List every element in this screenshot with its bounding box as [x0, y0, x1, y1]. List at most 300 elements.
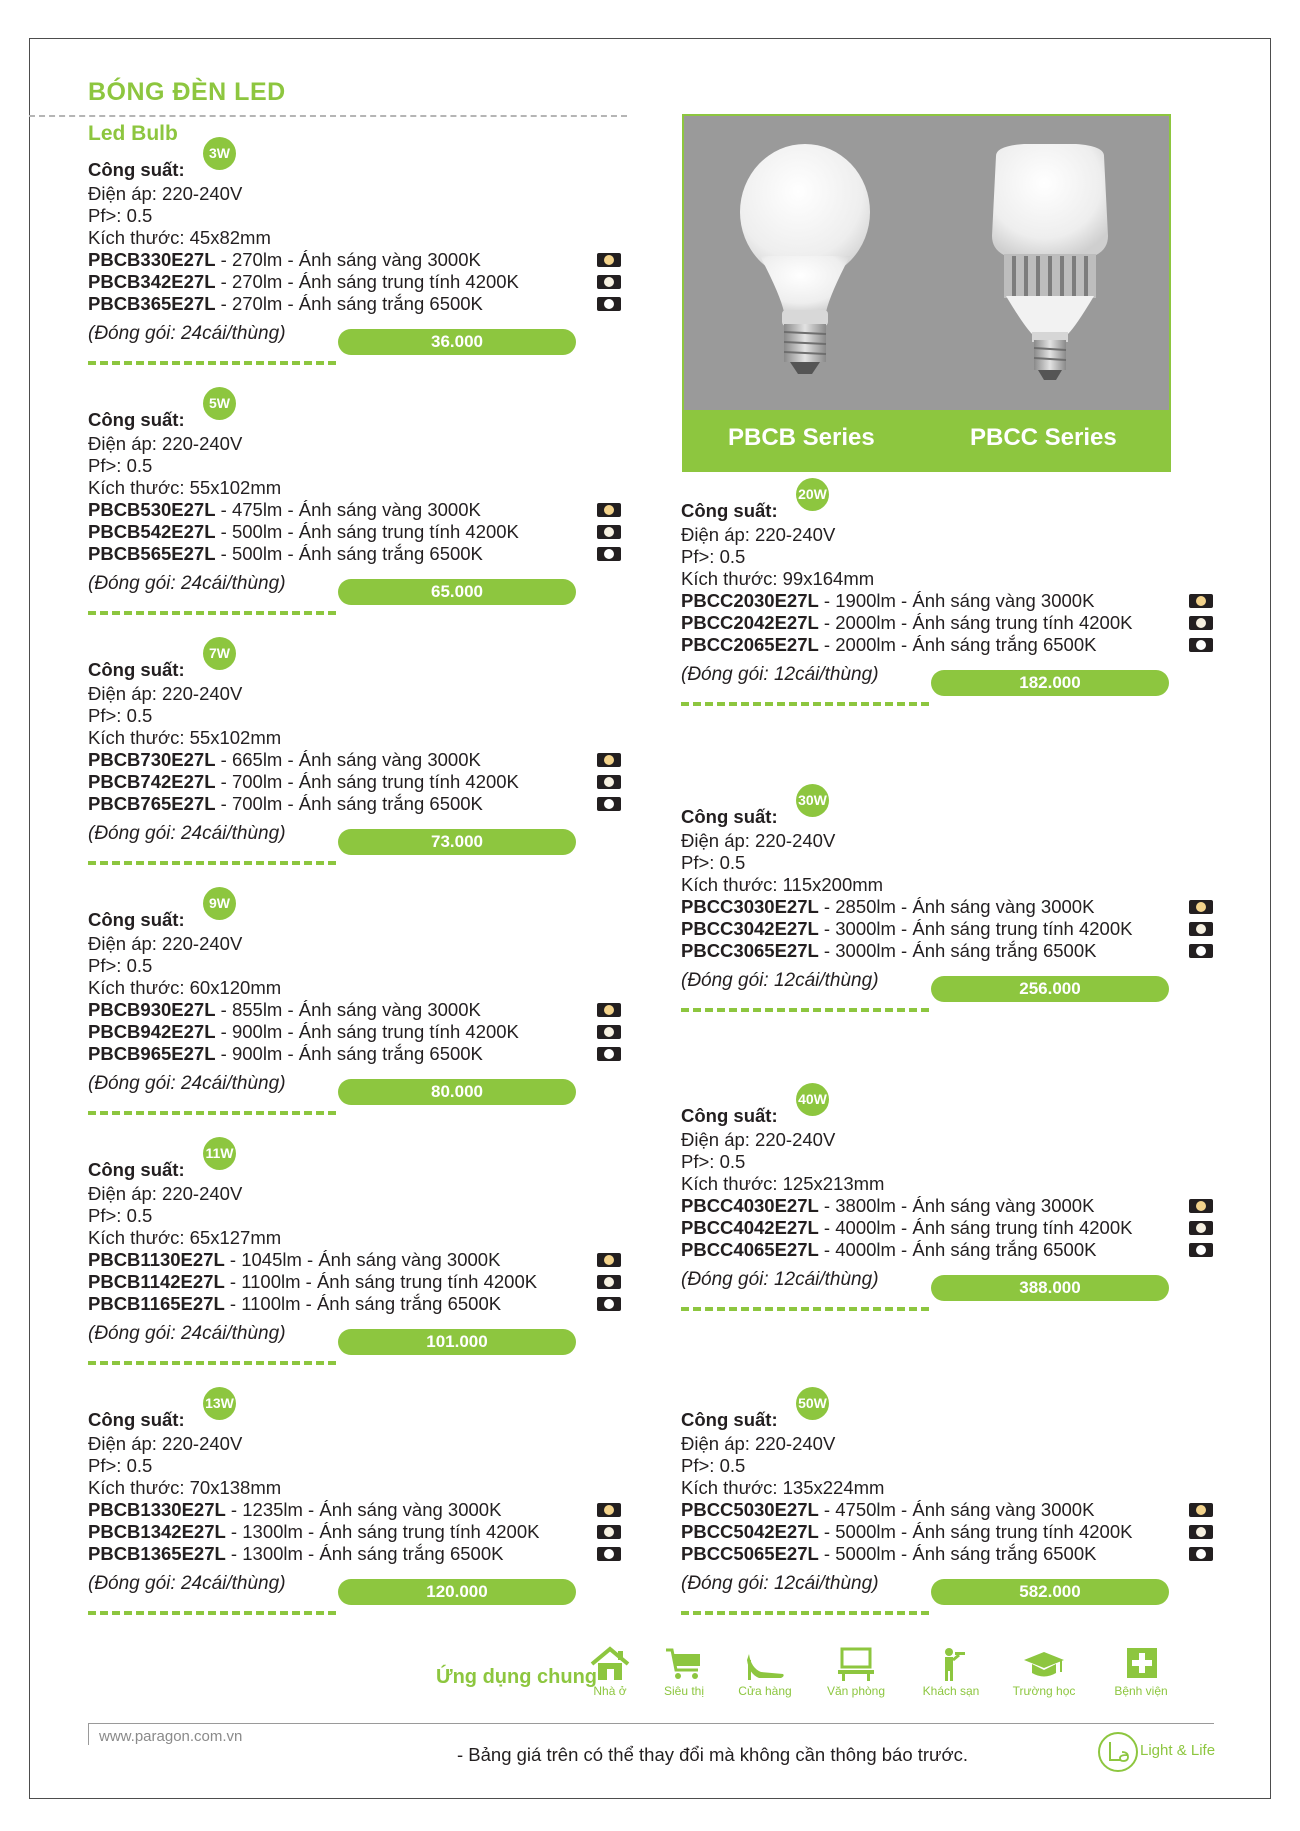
price-pill: 388.000	[931, 1275, 1169, 1301]
voltage-row	[88, 683, 668, 705]
graduation-cap-icon	[1004, 1646, 1084, 1682]
model-row	[88, 1499, 668, 1521]
model-code: PBCB565E27L	[88, 543, 216, 564]
power-badge: 7W	[203, 637, 236, 670]
pf-value: 0.5	[126, 1455, 153, 1476]
model-row	[681, 1543, 1226, 1565]
power-row	[88, 145, 668, 183]
pf-value: 0.5	[719, 1455, 746, 1476]
model-code: PBCB742E27L	[88, 771, 216, 792]
light-color-icon	[597, 1547, 621, 1561]
size-row	[88, 477, 668, 499]
light-color-icon	[597, 753, 621, 767]
light-color-icon	[597, 275, 621, 289]
model-desc: - 900lm - Ánh sáng trắng 6500K	[215, 1043, 483, 1064]
power-badge: 50W	[796, 1387, 829, 1420]
model-desc: - 500lm - Ánh sáng trung tính 4200K	[215, 521, 519, 542]
applications-label: Ứng dụng chung	[436, 1666, 597, 1688]
model-row	[88, 499, 668, 521]
size-row	[88, 227, 668, 249]
voltage-value: 220-240V	[755, 830, 836, 851]
pf-row	[88, 205, 668, 227]
packing-dashed-line	[681, 1611, 929, 1615]
model-desc: - 1300lm - Ánh sáng trung tính 4200K	[225, 1521, 540, 1542]
product-block	[88, 145, 668, 353]
price-pill: 582.000	[931, 1579, 1169, 1605]
pf-value: 0.5	[126, 955, 153, 976]
light-color-icon	[597, 253, 621, 267]
voltage-row	[88, 433, 668, 455]
model-desc: - 500lm - Ánh sáng trắng 6500K	[215, 543, 483, 564]
application-item	[911, 1646, 991, 1698]
light-color-icon	[597, 1503, 621, 1517]
model-desc: - 2000lm - Ánh sáng trắng 6500K	[818, 634, 1097, 655]
model-row	[88, 293, 668, 315]
voltage-label: Điện áp:	[88, 1183, 163, 1204]
packing-row	[681, 660, 1226, 694]
product-block	[681, 1395, 1226, 1603]
model-row	[88, 793, 668, 815]
light-color-icon	[597, 1297, 621, 1311]
voltage-row	[681, 524, 1226, 546]
pf-row	[681, 1455, 1226, 1477]
size-row	[88, 977, 668, 999]
power-label: Công suất:	[88, 1159, 185, 1180]
power-label: Công suất:	[681, 1409, 778, 1430]
size-value: 70x138mm	[189, 1477, 282, 1498]
bellboy-icon	[911, 1646, 991, 1682]
model-row	[88, 1521, 668, 1543]
model-code: PBCC4042E27L	[681, 1217, 819, 1238]
product-block	[681, 1091, 1226, 1299]
pf-value: 0.5	[126, 1205, 153, 1226]
model-row	[88, 1543, 668, 1565]
model-row	[88, 521, 668, 543]
application-label: Bệnh viện	[1114, 1684, 1168, 1698]
power-label: Công suất:	[88, 159, 185, 180]
power-row	[681, 486, 1226, 524]
model-code: PBCB942E27L	[88, 1021, 216, 1042]
packing-text: (Đóng gói: 24cái/thùng)	[88, 573, 286, 594]
light-color-icon	[1189, 922, 1213, 936]
model-desc: - 855lm - Ánh sáng vàng 3000K	[215, 999, 481, 1020]
product-block	[681, 792, 1226, 1000]
price-pill: 80.000	[338, 1079, 576, 1105]
pf-label: Pf>:	[88, 705, 127, 726]
model-code: PBCB1330E27L	[88, 1499, 226, 1520]
size-row	[88, 727, 668, 749]
light-color-icon	[1189, 1199, 1213, 1213]
model-desc: - 4000lm - Ánh sáng trung tính 4200K	[818, 1217, 1133, 1238]
model-desc: - 2850lm - Ánh sáng vàng 3000K	[818, 896, 1095, 917]
voltage-row	[88, 1433, 668, 1455]
model-row	[88, 1021, 668, 1043]
size-value: 60x120mm	[189, 977, 282, 998]
voltage-value: 220-240V	[755, 1433, 836, 1454]
pf-value: 0.5	[719, 546, 746, 567]
size-value: 115x200mm	[782, 874, 884, 895]
pf-row	[88, 705, 668, 727]
size-label: Kích thước:	[88, 1227, 190, 1248]
pf-label: Pf>:	[88, 205, 127, 226]
packing-row	[88, 1069, 668, 1103]
pf-value: 0.5	[126, 455, 153, 476]
product-block	[88, 395, 668, 603]
packing-row	[88, 819, 668, 853]
light-color-icon	[597, 1525, 621, 1539]
model-desc: - 475lm - Ánh sáng vàng 3000K	[215, 499, 481, 520]
pf-row	[88, 1205, 668, 1227]
model-desc: - 1300lm - Ánh sáng trắng 6500K	[225, 1543, 504, 1564]
voltage-row	[681, 1433, 1226, 1455]
model-code: PBCB1365E27L	[88, 1543, 226, 1564]
model-code: PBCB330E27L	[88, 249, 216, 270]
price-pill: 65.000	[338, 579, 576, 605]
light-color-icon	[1189, 1503, 1213, 1517]
power-row	[681, 792, 1226, 830]
power-row	[681, 1395, 1226, 1433]
price-pill: 36.000	[338, 329, 576, 355]
voltage-label: Điện áp:	[681, 830, 756, 851]
model-row	[88, 1043, 668, 1065]
size-row	[681, 1173, 1226, 1195]
model-code: PBCC5065E27L	[681, 1543, 819, 1564]
price-pill: 256.000	[931, 976, 1169, 1002]
application-label: Nhà ở	[593, 1684, 627, 1698]
packing-text: (Đóng gói: 24cái/thùng)	[88, 1323, 286, 1344]
power-row	[88, 1395, 668, 1433]
pf-label: Pf>:	[88, 1455, 127, 1476]
application-label: Cửa hàng	[738, 1684, 792, 1698]
power-row	[88, 1145, 668, 1183]
size-label: Kích thước:	[681, 568, 783, 589]
power-label: Công suất:	[681, 806, 778, 827]
packing-row	[681, 1265, 1226, 1299]
pf-row	[681, 852, 1226, 874]
pf-label: Pf>:	[88, 1205, 127, 1226]
light-color-icon	[1189, 1525, 1213, 1539]
light-color-icon	[1189, 1243, 1213, 1257]
power-badge: 11W	[203, 1137, 236, 1170]
packing-row	[681, 966, 1226, 1000]
pf-label: Pf>:	[681, 1455, 720, 1476]
light-color-icon	[597, 1003, 621, 1017]
light-color-icon	[1189, 900, 1213, 914]
model-desc: - 700lm - Ánh sáng trắng 6500K	[215, 793, 483, 814]
light-color-icon	[1189, 616, 1213, 630]
product-block	[681, 486, 1226, 694]
size-value: 65x127mm	[189, 1227, 282, 1248]
series-left-label: PBCB Series	[728, 424, 875, 451]
voltage-value: 220-240V	[162, 1183, 243, 1204]
packing-dashed-line	[681, 1307, 929, 1311]
product-block	[88, 1145, 668, 1353]
application-item	[1004, 1646, 1084, 1698]
pf-value: 0.5	[719, 852, 746, 873]
packing-row	[88, 569, 668, 603]
voltage-label: Điện áp:	[88, 433, 163, 454]
footer-divider	[88, 1723, 1214, 1724]
model-desc: - 1235lm - Ánh sáng vàng 3000K	[225, 1499, 502, 1520]
size-value: 135x224mm	[782, 1477, 885, 1498]
house-icon	[570, 1646, 650, 1682]
light-color-icon	[597, 297, 621, 311]
light-color-icon	[1189, 1547, 1213, 1561]
bulbs-illustration	[684, 116, 1171, 414]
light-color-icon	[1189, 638, 1213, 652]
price-note: - Bảng giá trên có thể thay đổi mà không cần thông báo trước.	[457, 1744, 968, 1765]
power-badge: 30W	[796, 784, 829, 817]
voltage-label: Điện áp:	[681, 524, 756, 545]
voltage-label: Điện áp:	[681, 1433, 756, 1454]
packing-text: (Đóng gói: 24cái/thùng)	[88, 823, 286, 844]
model-row	[681, 634, 1226, 656]
power-badge: 3W	[203, 137, 236, 170]
pf-value: 0.5	[719, 1151, 746, 1172]
pf-row	[681, 546, 1226, 568]
pbcc-bulb-icon	[992, 144, 1108, 380]
light-color-icon	[1189, 1221, 1213, 1235]
application-label: Trường học	[1012, 1684, 1076, 1698]
model-row	[681, 612, 1226, 634]
light-color-icon	[597, 547, 621, 561]
application-item	[644, 1646, 724, 1698]
model-code: PBCB1142E27L	[88, 1271, 225, 1292]
light-life-logo-icon	[1096, 1730, 1140, 1774]
application-label: Siêu thị	[663, 1684, 705, 1698]
model-code: PBCB530E27L	[88, 499, 216, 520]
model-row	[88, 271, 668, 293]
model-desc: - 2000lm - Ánh sáng trung tính 4200K	[818, 612, 1133, 633]
model-code: PBCB765E27L	[88, 793, 216, 814]
light-color-icon	[597, 1047, 621, 1061]
model-row	[88, 1249, 668, 1271]
page-title: BÓNG ĐÈN LED	[88, 78, 286, 106]
size-label: Kích thước:	[88, 227, 190, 248]
size-row	[88, 1477, 668, 1499]
model-row	[88, 771, 668, 793]
logo-text: Light & Life	[1140, 1742, 1216, 1759]
voltage-value: 220-240V	[162, 933, 243, 954]
power-badge: 20W	[796, 478, 829, 511]
size-row	[681, 568, 1226, 590]
size-value: 125x213mm	[782, 1173, 885, 1194]
power-label: Công suất:	[681, 1105, 778, 1126]
application-item	[1101, 1646, 1181, 1698]
shopping-cart-icon	[644, 1646, 724, 1682]
model-code: PBCC2042E27L	[681, 612, 819, 633]
model-desc: - 4000lm - Ánh sáng trắng 6500K	[818, 1239, 1097, 1260]
voltage-value: 220-240V	[162, 433, 243, 454]
packing-text: (Đóng gói: 12cái/thùng)	[681, 970, 879, 991]
model-code: PBCC3065E27L	[681, 940, 819, 961]
light-color-icon	[1189, 944, 1213, 958]
model-row	[681, 918, 1226, 940]
size-value: 45x82mm	[189, 227, 271, 248]
size-label: Kích thước:	[88, 1477, 190, 1498]
voltage-row	[681, 830, 1226, 852]
packing-dashed-line	[88, 861, 336, 865]
voltage-row	[88, 933, 668, 955]
model-code: PBCC3042E27L	[681, 918, 819, 939]
power-badge: 40W	[796, 1083, 829, 1116]
size-label: Kích thước:	[88, 977, 190, 998]
light-color-icon	[597, 1253, 621, 1267]
packing-dashed-line	[88, 1611, 336, 1615]
product-block	[88, 895, 668, 1103]
model-desc: - 1045lm - Ánh sáng vàng 3000K	[224, 1249, 501, 1270]
model-row	[681, 940, 1226, 962]
series-band	[684, 410, 1169, 470]
pf-label: Pf>:	[681, 852, 720, 873]
packing-text: (Đóng gói: 24cái/thùng)	[88, 1573, 286, 1594]
power-badge: 13W	[203, 1387, 236, 1420]
model-row	[681, 1217, 1226, 1239]
size-row	[88, 1227, 668, 1249]
power-label: Công suất:	[88, 659, 185, 680]
power-row	[88, 895, 668, 933]
power-label: Công suất:	[88, 909, 185, 930]
model-desc: - 270lm - Ánh sáng vàng 3000K	[215, 249, 481, 270]
voltage-value: 220-240V	[162, 1433, 243, 1454]
model-code: PBCC4065E27L	[681, 1239, 819, 1260]
price-pill: 73.000	[338, 829, 576, 855]
model-desc: - 900lm - Ánh sáng trung tính 4200K	[215, 1021, 519, 1042]
model-code: PBCB365E27L	[88, 293, 216, 314]
model-row	[88, 999, 668, 1021]
high-heel-icon	[725, 1646, 805, 1682]
packing-dashed-line	[88, 1361, 336, 1365]
model-desc: - 5000lm - Ánh sáng trắng 6500K	[818, 1543, 1097, 1564]
model-code: PBCC2065E27L	[681, 634, 819, 655]
model-desc: - 3000lm - Ánh sáng trung tính 4200K	[818, 918, 1133, 939]
light-color-icon	[597, 503, 621, 517]
packing-text: (Đóng gói: 12cái/thùng)	[681, 1573, 879, 1594]
packing-dashed-line	[88, 361, 336, 365]
light-color-icon	[597, 1025, 621, 1039]
packing-text: (Đóng gói: 24cái/thùng)	[88, 1073, 286, 1094]
voltage-row	[681, 1129, 1226, 1151]
application-item	[816, 1646, 896, 1698]
model-code: PBCC5030E27L	[681, 1499, 819, 1520]
pf-row	[88, 455, 668, 477]
model-code: PBCB342E27L	[88, 271, 216, 292]
model-desc: - 3000lm - Ánh sáng trắng 6500K	[818, 940, 1097, 961]
voltage-value: 220-240V	[162, 183, 243, 204]
size-label: Kích thước:	[88, 727, 190, 748]
product-block	[88, 1395, 668, 1603]
light-color-icon	[1189, 594, 1213, 608]
application-item	[725, 1646, 805, 1698]
packing-dashed-line	[88, 611, 336, 615]
model-desc: - 665lm - Ánh sáng vàng 3000K	[215, 749, 481, 770]
light-color-icon	[597, 525, 621, 539]
series-right-label: PBCC Series	[970, 424, 1117, 451]
model-code: PBCB542E27L	[88, 521, 216, 542]
model-desc: - 270lm - Ánh sáng trung tính 4200K	[215, 271, 519, 292]
power-label: Công suất:	[88, 409, 185, 430]
model-desc: - 4750lm - Ánh sáng vàng 3000K	[818, 1499, 1095, 1520]
model-row	[88, 543, 668, 565]
footer-tick	[88, 1723, 89, 1745]
power-label: Công suất:	[88, 1409, 185, 1430]
packing-text: (Đóng gói: 12cái/thùng)	[681, 664, 879, 685]
model-code: PBCC5042E27L	[681, 1521, 819, 1542]
voltage-label: Điện áp:	[88, 683, 163, 704]
price-pill: 101.000	[338, 1329, 576, 1355]
voltage-label: Điện áp:	[88, 933, 163, 954]
model-desc: - 3800lm - Ánh sáng vàng 3000K	[818, 1195, 1095, 1216]
packing-row	[88, 319, 668, 353]
model-code: PBCB730E27L	[88, 749, 216, 770]
packing-row	[88, 1319, 668, 1353]
model-code: PBCC3030E27L	[681, 896, 819, 917]
power-badge: 9W	[203, 887, 236, 920]
model-code: PBCC2030E27L	[681, 590, 819, 611]
voltage-row	[88, 183, 668, 205]
size-label: Kích thước:	[681, 1477, 783, 1498]
pf-value: 0.5	[126, 705, 153, 726]
size-value: 55x102mm	[189, 727, 282, 748]
model-desc: - 1100lm - Ánh sáng trắng 6500K	[224, 1293, 502, 1314]
application-label: Văn phòng	[826, 1684, 886, 1698]
size-label: Kích thước:	[681, 874, 783, 895]
power-badge: 5W	[203, 387, 236, 420]
price-pill: 182.000	[931, 670, 1169, 696]
product-photo	[682, 114, 1171, 472]
light-color-icon	[597, 797, 621, 811]
packing-row	[681, 1569, 1226, 1603]
model-row	[681, 1499, 1226, 1521]
pf-label: Pf>:	[88, 955, 127, 976]
voltage-label: Điện áp:	[681, 1129, 756, 1150]
voltage-label: Điện áp:	[88, 1433, 163, 1454]
size-row	[681, 1477, 1226, 1499]
model-row	[88, 749, 668, 771]
model-desc: - 700lm - Ánh sáng trung tính 4200K	[215, 771, 519, 792]
light-color-icon	[597, 775, 621, 789]
power-label: Công suất:	[681, 500, 778, 521]
light-color-icon	[597, 1275, 621, 1289]
size-label: Kích thước:	[681, 1173, 783, 1194]
pf-label: Pf>:	[88, 455, 127, 476]
model-desc: - 270lm - Ánh sáng trắng 6500K	[215, 293, 483, 314]
application-item	[570, 1646, 650, 1698]
pf-row	[88, 1455, 668, 1477]
model-desc: - 1900lm - Ánh sáng vàng 3000K	[818, 590, 1095, 611]
pf-value: 0.5	[126, 205, 153, 226]
website-url[interactable]: www.paragon.com.vn	[99, 1728, 243, 1745]
hospital-cross-icon	[1101, 1646, 1181, 1682]
packing-dashed-line	[681, 702, 929, 706]
pbcb-bulb-icon	[740, 144, 870, 374]
voltage-value: 220-240V	[755, 1129, 836, 1150]
model-row	[88, 1293, 668, 1315]
power-row	[88, 395, 668, 433]
pf-row	[88, 955, 668, 977]
model-row	[681, 590, 1226, 612]
page-subtitle: Led Bulb	[88, 122, 178, 145]
model-code: PBCB1342E27L	[88, 1521, 226, 1542]
size-value: 99x164mm	[782, 568, 875, 589]
packing-text: (Đóng gói: 24cái/thùng)	[88, 323, 286, 344]
pf-label: Pf>:	[681, 546, 720, 567]
model-code: PBCB965E27L	[88, 1043, 216, 1064]
model-code: PBCB1130E27L	[88, 1249, 225, 1270]
model-row	[681, 1521, 1226, 1543]
size-value: 55x102mm	[189, 477, 282, 498]
office-desk-icon	[816, 1646, 896, 1682]
